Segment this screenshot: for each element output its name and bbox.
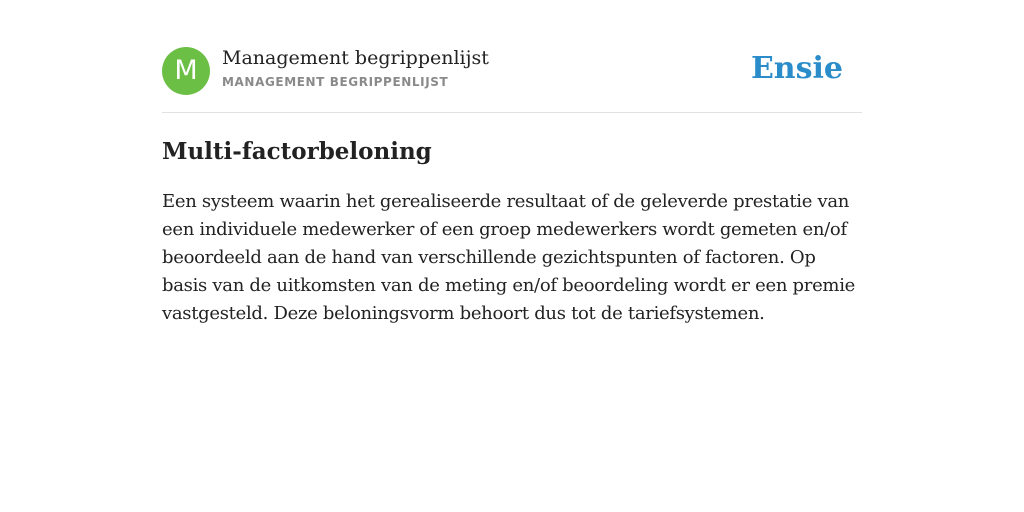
source-title[interactable]: Management begrippenlijst bbox=[222, 47, 489, 69]
ensie-logo[interactable]: Ensie bbox=[750, 51, 843, 86]
term-title: Multi-factorbeloning bbox=[162, 138, 432, 165]
definition-card bbox=[162, 46, 862, 328]
term-definition: Een systeem waarin het gerealiseerde resultaat of de geleverde prestatie van een individuele medewerker of een groep medewerkers wordt gemeten en/of beoordeeld aan de hand van verschillende gezichtspunten of factoren. Op basis van de uitkomsten van de meting en/of beoordeling wordt er een premie vastgesteld. Deze beloningsvorm behoort dus tot de tariefsystemen. bbox=[162, 191, 856, 324]
source-subtitle: MANAGEMENT BEGRIPPENLIJST bbox=[222, 75, 449, 89]
card-header bbox=[162, 46, 862, 113]
source-avatar[interactable]: M bbox=[162, 47, 210, 95]
